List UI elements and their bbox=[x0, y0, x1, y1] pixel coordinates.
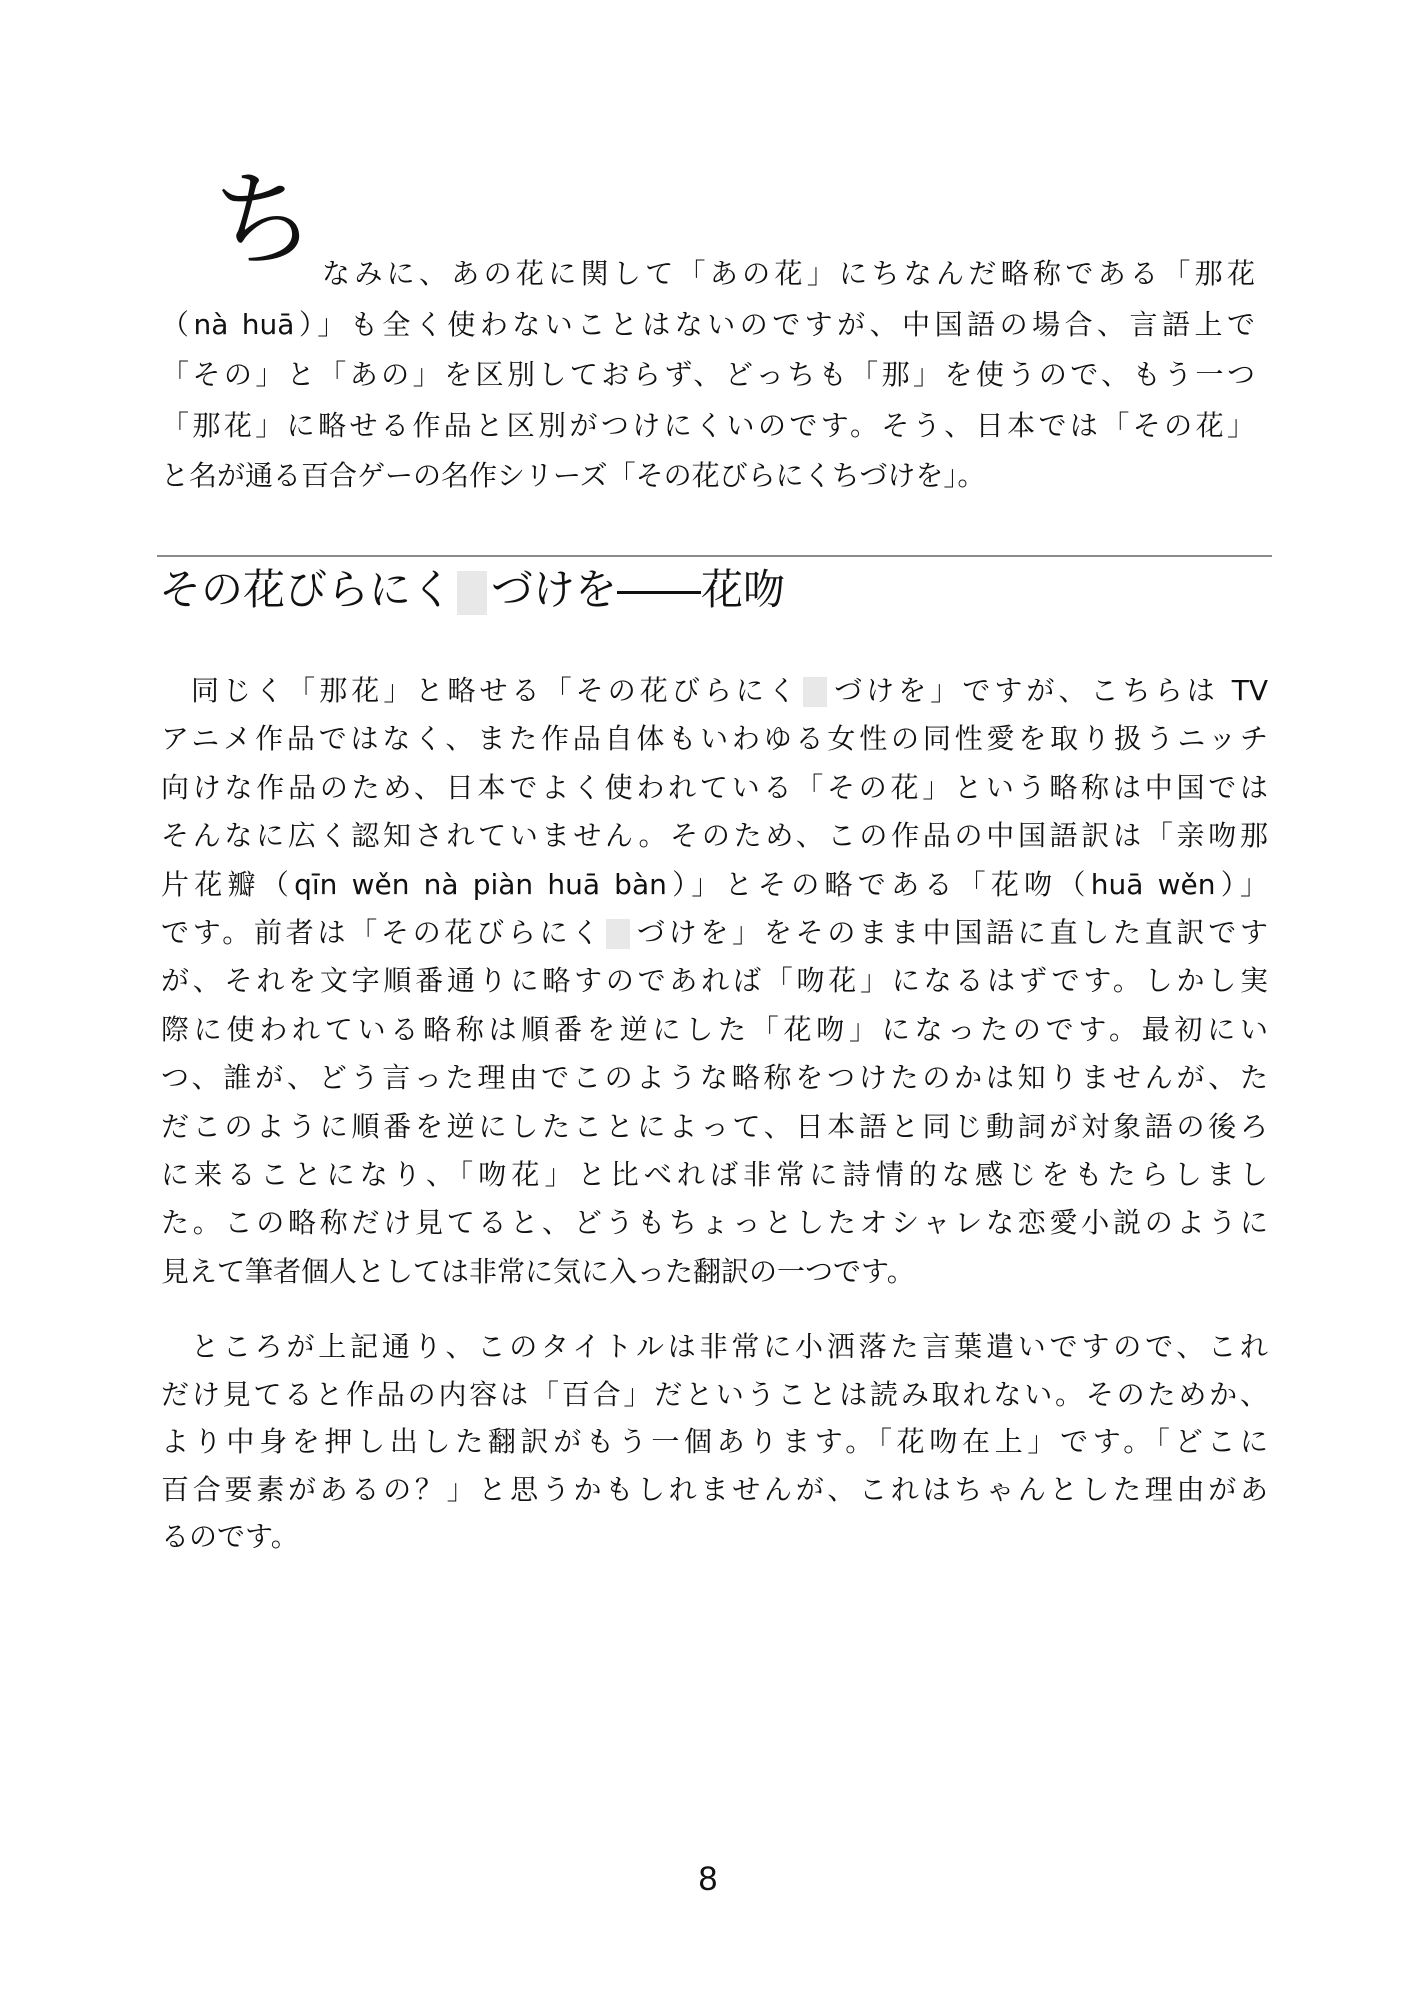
heading-text-after: づけを――花吻 bbox=[491, 565, 786, 614]
text-line bbox=[161, 667, 1268, 715]
text-segment: づけを」ですが、こちらは TV bbox=[830, 674, 1268, 707]
text-line: （nà huā）」も全く使わないことはないのですが、中国語の場合、言語上で bbox=[161, 307, 1255, 341]
text-line: 向けな作品のため、日本でよく使われている「その花」という略称は中国では bbox=[161, 770, 1268, 804]
text-line: そんなに広く認知されていません。そのため、この作品の中国語訳は「亲吻那 bbox=[161, 819, 1268, 853]
text-line: た。この略称だけ見てると、どうもちょっとしたオシャレな恋愛小説のように bbox=[161, 1206, 1268, 1240]
text-line: なみに、あの花に関して「あの花」にちなんだ略称である「那花 bbox=[322, 257, 1255, 290]
text-line: 百合要素があるの？」と思うかもしれませんが、これはちゃんとした理由があ bbox=[161, 1472, 1268, 1506]
text-line: だけ見てると作品の内容は「百合」だということは読み取れない。そのためか、 bbox=[161, 1377, 1268, 1411]
text-line: ところが上記通り、このタイトルは非常に小洒落た言葉遣いですので、これ bbox=[191, 1330, 1268, 1363]
text-line: 「その」と「あの」を区別しておらず、どっちも「那」を使うので、もう一つ bbox=[161, 358, 1255, 391]
paragraph-body-2 bbox=[161, 1323, 1268, 1561]
section-divider bbox=[157, 555, 1272, 557]
page-number: 8 bbox=[698, 1860, 718, 1898]
paragraph-intro bbox=[161, 249, 1255, 502]
text-segment: です。前者は「その花びらにく bbox=[161, 915, 604, 949]
text-line: 際に使われている略称は順番を逆にした「花吻」になったのです。最初にい bbox=[161, 1012, 1268, 1046]
text-line: に来ることになり、「吻花」と比べれば非常に詩情的な感じをもたらしまし bbox=[161, 1157, 1268, 1191]
redacted-character bbox=[803, 677, 827, 707]
text-segment: 同じく「那花」と略せる「その花びらにく bbox=[191, 674, 801, 707]
text-line: が、それを文字順番通りに略すのであれば「吻花」になるはずです。しかし実 bbox=[161, 964, 1268, 998]
text-line: と名が通る百合ゲーの名作シリーズ「その花びらにくちづけを」。 bbox=[161, 459, 986, 492]
text-line: だこのように順番を逆にしたことによって、日本語と同じ動詞が対象語の後ろ bbox=[161, 1109, 1268, 1143]
text-segment: づけを」をそのまま中国語に直した直訳です bbox=[633, 915, 1268, 949]
paragraph-body-1 bbox=[161, 667, 1268, 1296]
heading-text-before: その花びらにく bbox=[159, 565, 454, 614]
text-line bbox=[161, 909, 1268, 957]
text-line: つ、誰が、どう言った理由でこのような略称をつけたのかは知りませんが、た bbox=[161, 1061, 1268, 1095]
redacted-character bbox=[606, 919, 630, 949]
redacted-character bbox=[457, 571, 487, 615]
text-line: 見えて筆者個人としては非常に気に入った翻訳の一つです。 bbox=[161, 1254, 915, 1288]
section-heading bbox=[159, 562, 785, 618]
drop-cap: ち bbox=[212, 159, 317, 281]
text-line: より中身を押し出した翻訳がもう一個あります。「花吻在上」です。「どこに bbox=[161, 1425, 1268, 1459]
text-line: るのです。 bbox=[161, 1520, 299, 1554]
text-line: 「那花」に略せる作品と区別がつけにくいのです。そう、日本では「その花」 bbox=[161, 408, 1255, 442]
text-line: アニメ作品ではなく、また作品自体もいわゆる女性の同性愛を取り扱うニッチ bbox=[161, 722, 1268, 756]
text-line: 片花瓣（qīn wěn nà piàn huā bàn）」とその略である「花吻（huā wěn）」 bbox=[161, 867, 1268, 901]
